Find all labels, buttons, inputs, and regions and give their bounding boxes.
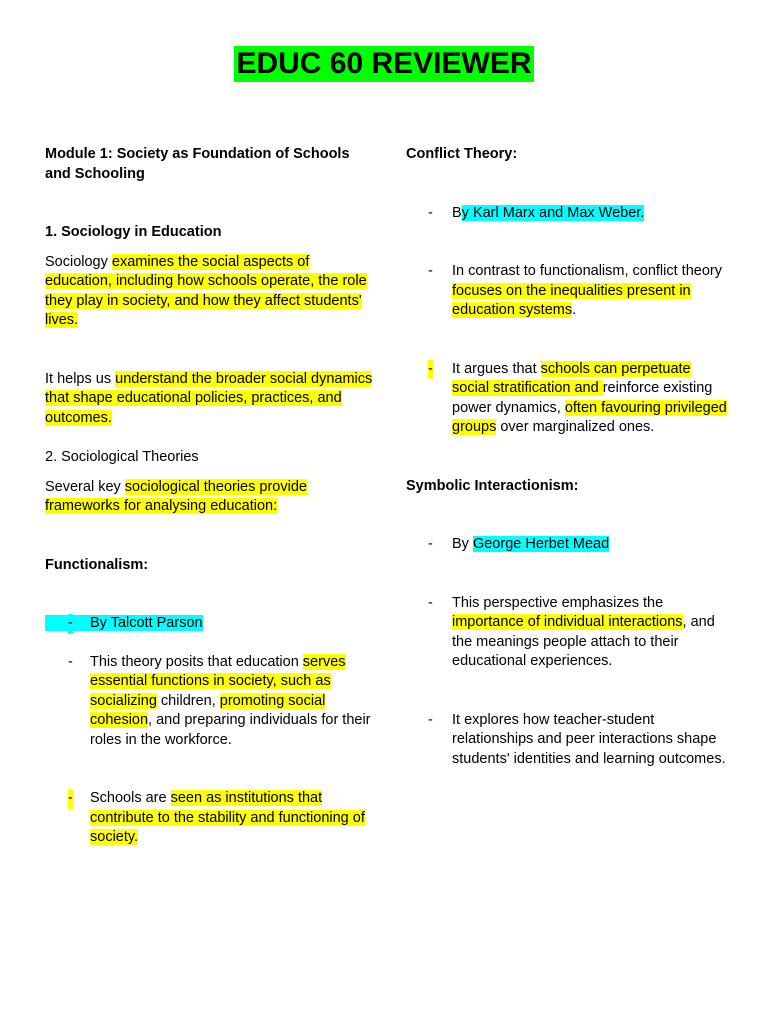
list-item-functionalism-1 [45,614,375,634]
page-title: EDUC 60 REVIEWER [236,47,532,80]
list-dash: - [428,536,433,552]
list-item-symbolic-2 [406,594,731,672]
text-span: , and the meanings people attach to their educational experiences. [452,614,715,669]
text-span: In contrast to functionalism, conflict theory [452,263,722,279]
module-heading-line2: and Schooling [45,165,145,182]
text-span: children, [156,692,220,709]
list-item-conflict-3 [406,360,731,438]
highlight-span: understand the broader social dynamics that shape educational policies, practices, and outcomes. [45,370,373,426]
list-item-functionalism-3 [45,789,375,848]
highlight-span: By Talcott Parson [45,615,203,631]
highlight-span: importance of individual interactions [452,614,683,630]
list-item-symbolic-1 [406,535,731,555]
list-dash: - [68,614,73,634]
section-heading-sociology: 1. Sociology in Education [45,224,222,240]
highlight-span: schools can perpetuate social stratification and [452,360,691,396]
list-dash: - [68,789,73,809]
list-dash: - [68,653,73,670]
list-dash: - [428,263,433,279]
text-span: over marginalized ones. [496,419,655,435]
text-span: Several key [45,478,125,495]
text-span: Schools are [90,790,171,806]
text-span: It argues that [452,360,541,377]
text-span: . [572,302,577,318]
text-span: B [452,204,462,221]
section-heading-theories: 2. Sociological Theories [45,449,199,465]
highlight-span: seen as institutions that contribute to the stability and functioning of society. [90,790,365,845]
text-span: This perspective emphasizes the [452,594,664,611]
paragraph-sociology [45,253,375,331]
text-span: It explores how teacher-student relationships and peer interactions shape students' identities and learning outcomes. [452,711,726,767]
list-item-functionalism-2 [45,653,375,751]
highlight-span: often favouring privileged groups [452,399,727,435]
functionalism-heading: Functionalism: [45,556,149,573]
conflict-heading: Conflict Theory: [406,146,518,162]
list-dash: - [428,204,433,221]
list-dash: - [428,360,433,380]
highlight-span: examines the social aspects of education, including how schools operate, the role they play in society, and how they affect students' lives. [45,253,367,328]
list-item-conflict-1 [406,204,731,224]
list-dash: - [428,594,433,611]
highlight-span: serves essential functions in society, such as socializing [90,653,346,709]
highlight-span: George Herbet Mead [472,536,610,552]
list-item-conflict-2 [406,262,731,321]
left-column [45,145,375,848]
title-wrap [0,46,768,82]
highlight-span: focuses on the inequalities present in education systems [452,282,691,318]
highlight-span: sociological theories provide frameworks for analysing education: [45,478,307,514]
symbolic-heading: Symbolic Interactionism: [406,477,579,494]
text-span: It helps us [45,370,116,387]
text-span: reinforce existing power dynamics, [452,380,713,416]
text-span: , and preparing individuals for their roles in the workforce. [90,712,371,748]
text-span: By [452,536,473,552]
list-dash: - [428,711,433,728]
paragraph-helps [45,370,375,429]
text-span: This theory posits that education [90,653,303,670]
right-column [406,145,731,769]
highlight-span: y Karl Marx and Max Weber. [461,204,645,221]
paragraph-several [45,478,375,517]
highlight-span: promoting social cohesion [90,692,326,728]
module-heading [45,145,375,184]
text-span: Sociology [45,253,112,270]
module-heading-line1: Module 1: Society as Foundation of Schools [45,146,350,162]
list-item-symbolic-3 [406,711,731,770]
